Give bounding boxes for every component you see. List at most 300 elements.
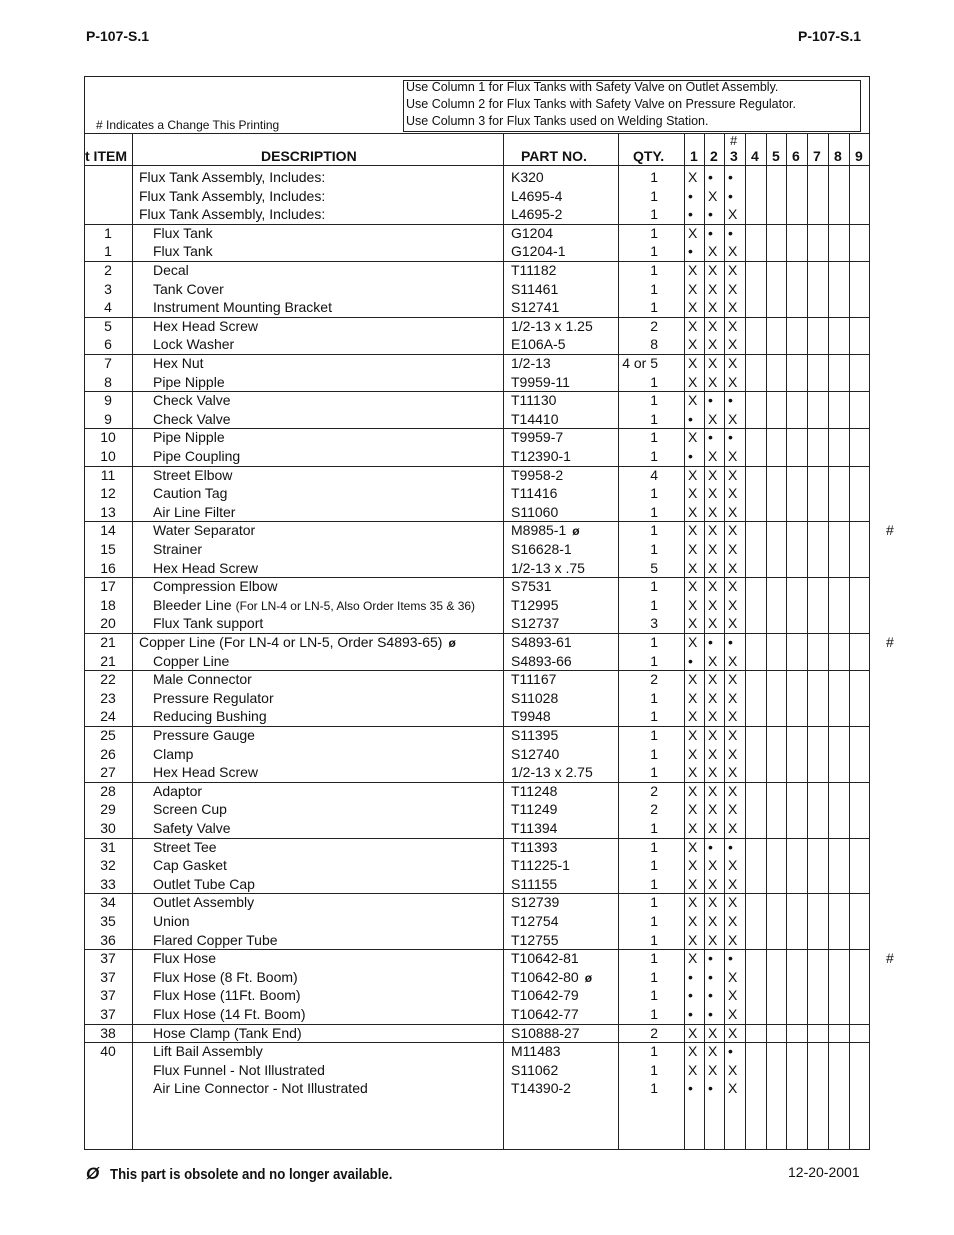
part-number-text: S7531 bbox=[511, 578, 552, 595]
quantity: 1 bbox=[650, 596, 658, 613]
description-text: Safety Valve bbox=[153, 820, 231, 836]
description-text: Decal bbox=[153, 262, 189, 278]
column-2-mark: X bbox=[708, 336, 718, 353]
column-1-mark: • bbox=[688, 448, 693, 464]
column-1-mark: X bbox=[688, 875, 698, 892]
quantity: 1 bbox=[650, 689, 658, 706]
part-number-text: T10642-81 bbox=[511, 950, 579, 967]
column-3-mark: X bbox=[728, 522, 738, 539]
column-1-mark: X bbox=[688, 392, 698, 409]
description-text: Check Valve bbox=[153, 410, 231, 427]
item-number: 21 bbox=[100, 652, 116, 669]
description-text: Flux Tank bbox=[153, 243, 213, 260]
item-number: 32 bbox=[100, 857, 116, 874]
column-2-mark: X bbox=[708, 857, 718, 874]
description-text: Clamp bbox=[153, 745, 194, 762]
header-col-3: 3 bbox=[730, 148, 738, 164]
description-text: Pipe Nipple bbox=[153, 429, 225, 446]
item-number: 13 bbox=[100, 503, 116, 520]
part-description bbox=[153, 560, 258, 576]
part-description bbox=[153, 262, 189, 278]
column-2-mark: X bbox=[708, 243, 718, 260]
col-sep-4 bbox=[745, 133, 746, 1150]
item-number: 5 bbox=[104, 317, 112, 334]
part-number-text: T11167 bbox=[511, 671, 557, 688]
column-3-mark: X bbox=[728, 708, 738, 725]
item-number: 27 bbox=[100, 764, 116, 781]
header-col-6: 6 bbox=[792, 148, 800, 164]
column-3-mark: X bbox=[728, 1080, 738, 1097]
page-code-right: P-107-S.1 bbox=[798, 28, 862, 44]
part-number bbox=[511, 392, 556, 408]
column-3-mark: • bbox=[728, 838, 733, 855]
quantity: 1 bbox=[650, 299, 658, 316]
column-3-mark: • bbox=[728, 634, 733, 650]
header-description: DESCRIPTION bbox=[261, 148, 357, 164]
part-description bbox=[153, 708, 267, 724]
quantity: 1 bbox=[650, 541, 658, 557]
part-number-text: G1204-1 bbox=[511, 243, 566, 260]
column-2-mark: X bbox=[708, 1061, 718, 1078]
column-3-mark: X bbox=[728, 894, 738, 911]
column-3-mark: X bbox=[728, 336, 738, 353]
part-number bbox=[511, 318, 593, 334]
header-col-2: 2 bbox=[710, 148, 718, 164]
column-2-mark: X bbox=[708, 801, 718, 818]
part-number-text: S11062 bbox=[511, 1061, 559, 1078]
part-description bbox=[153, 597, 475, 614]
column-1-mark: X bbox=[688, 262, 698, 278]
description-text: Hex Nut bbox=[153, 355, 204, 371]
column-note-2: Use Column 2 for Flux Tanks with Safety Valve on Pressure Regulator. bbox=[406, 97, 796, 111]
description-text: Pipe Coupling bbox=[153, 448, 241, 464]
column-1-mark: X bbox=[688, 745, 698, 762]
column-1-mark: X bbox=[688, 931, 698, 948]
quantity: 1 bbox=[650, 950, 658, 967]
table-top-border bbox=[84, 76, 870, 77]
part-number bbox=[511, 634, 572, 650]
quantity: 8 bbox=[650, 336, 658, 353]
part-description bbox=[139, 169, 325, 185]
description-text: Hex Head Screw bbox=[153, 559, 259, 576]
column-1-mark: X bbox=[688, 913, 698, 929]
part-number bbox=[511, 336, 565, 352]
quantity: 2 bbox=[650, 671, 658, 688]
column-2-mark: • bbox=[708, 1080, 713, 1097]
column-1-mark: X bbox=[688, 541, 698, 557]
table-bottom-border bbox=[84, 1149, 870, 1150]
part-number-text: S11461 bbox=[511, 280, 559, 297]
column-1-mark: X bbox=[688, 689, 698, 706]
description-text: Reducing Bushing bbox=[153, 708, 267, 725]
column-2-mark: X bbox=[708, 187, 718, 204]
description-text: Outlet Assembly bbox=[153, 894, 255, 911]
part-description bbox=[139, 206, 325, 222]
obsolete-symbol: Ø bbox=[86, 1164, 100, 1183]
column-1-mark: X bbox=[688, 485, 698, 502]
column-2-mark: X bbox=[708, 522, 718, 539]
quantity: 1 bbox=[650, 169, 658, 185]
part-number bbox=[511, 987, 579, 1003]
description-text: Caution Tag bbox=[153, 485, 228, 502]
column-1-mark: X bbox=[688, 429, 698, 446]
description-text: Hose Clamp (Tank End) bbox=[153, 1024, 302, 1041]
column-2-mark: X bbox=[708, 689, 718, 706]
part-number bbox=[511, 448, 571, 464]
column-3-mark: X bbox=[728, 1061, 738, 1078]
part-number bbox=[511, 801, 557, 817]
description-text: Cap Gasket bbox=[153, 857, 227, 874]
part-number bbox=[511, 225, 553, 241]
part-number-text: 1/2-13 x 2.75 bbox=[511, 764, 593, 781]
item-number: 15 bbox=[100, 541, 116, 557]
part-number-text: L4695-2 bbox=[511, 206, 563, 223]
column-1-mark: X bbox=[688, 764, 698, 781]
part-number-text: 1/2-13 x .75 bbox=[511, 559, 585, 576]
column-3-mark: X bbox=[728, 615, 738, 632]
column-3-mark: X bbox=[728, 801, 738, 818]
quantity: 1 bbox=[650, 987, 658, 1004]
part-description bbox=[153, 374, 225, 390]
column-1-mark: X bbox=[688, 727, 698, 743]
part-number-text: S4893-66 bbox=[511, 652, 572, 669]
column-3-mark: X bbox=[728, 317, 738, 334]
part-number-text: S12737 bbox=[511, 615, 560, 632]
column-3-mark: • bbox=[728, 169, 733, 185]
column-1-mark: • bbox=[688, 410, 693, 427]
item-number: 38 bbox=[100, 1024, 116, 1041]
column-1-mark: X bbox=[688, 857, 698, 874]
part-number-text: S16628-1 bbox=[511, 541, 572, 557]
part-number bbox=[511, 1080, 571, 1096]
part-description bbox=[153, 1062, 325, 1078]
part-number bbox=[511, 876, 557, 892]
quantity: 1 bbox=[650, 206, 658, 223]
obsolete-mark: ø bbox=[448, 636, 456, 650]
column-3-mark: X bbox=[728, 541, 738, 557]
column-2-mark: X bbox=[708, 820, 718, 836]
column-3-mark: X bbox=[728, 596, 738, 613]
part-number bbox=[511, 1006, 579, 1022]
column-1-mark: X bbox=[688, 1061, 698, 1078]
quantity: 1 bbox=[650, 280, 658, 297]
col-sep-5 bbox=[766, 133, 767, 1150]
column-3-mark: X bbox=[728, 448, 738, 464]
item-number: 37 bbox=[100, 968, 116, 985]
part-number bbox=[511, 727, 558, 743]
description-text: Compression Elbow bbox=[153, 578, 278, 595]
part-description bbox=[153, 801, 227, 817]
description-text: Instrument Mounting Bracket bbox=[153, 299, 332, 316]
column-2-mark: X bbox=[708, 931, 718, 948]
column-2-mark: • bbox=[708, 634, 713, 650]
quantity: 1 bbox=[650, 894, 658, 911]
column-2-mark: • bbox=[708, 838, 713, 855]
column-note-3: Use Column 3 for Flux Tanks used on Welding Station. bbox=[406, 114, 709, 128]
description-text: Pipe Nipple bbox=[153, 373, 225, 390]
part-number bbox=[511, 522, 580, 539]
quantity: 1 bbox=[650, 373, 658, 390]
part-description bbox=[153, 764, 258, 780]
item-number: 16 bbox=[100, 559, 116, 576]
quantity: 1 bbox=[650, 968, 658, 985]
column-2-mark: X bbox=[708, 894, 718, 911]
col-sep-qty bbox=[684, 133, 685, 1150]
column-2-mark: X bbox=[708, 1024, 718, 1041]
column-2-mark: • bbox=[708, 429, 713, 446]
column-2-mark: X bbox=[708, 727, 718, 743]
col-sep-6 bbox=[786, 133, 787, 1150]
item-number: 4 bbox=[104, 299, 112, 316]
column-2-mark: X bbox=[708, 1043, 718, 1060]
part-number bbox=[511, 764, 593, 780]
part-description bbox=[153, 1025, 302, 1041]
part-number bbox=[511, 950, 579, 966]
part-description bbox=[139, 188, 325, 204]
column-3-mark: X bbox=[728, 280, 738, 297]
header-col-4: 4 bbox=[751, 148, 759, 164]
item-number: 33 bbox=[100, 875, 116, 892]
quantity: 1 bbox=[650, 857, 658, 874]
item-number: 37 bbox=[100, 950, 116, 967]
item-number: 11 bbox=[100, 466, 116, 483]
item-number: 10 bbox=[100, 429, 116, 446]
quantity: 1 bbox=[650, 745, 658, 762]
part-number bbox=[511, 262, 556, 278]
column-1-mark: X bbox=[688, 169, 698, 185]
part-description bbox=[153, 578, 278, 594]
item-number: 34 bbox=[100, 894, 116, 911]
item-number: 9 bbox=[104, 410, 112, 427]
part-description bbox=[153, 485, 227, 501]
part-description bbox=[153, 839, 217, 855]
description-text: Union bbox=[153, 913, 190, 929]
part-number bbox=[511, 504, 558, 520]
part-number bbox=[511, 485, 557, 501]
part-description bbox=[153, 653, 229, 669]
column-1-mark: X bbox=[688, 299, 698, 316]
header-change-mark: # bbox=[730, 133, 738, 148]
item-number: 23 bbox=[100, 689, 116, 706]
description-text: Flux Hose (14 Ft. Boom) bbox=[153, 1006, 306, 1022]
quantity: 1 bbox=[650, 913, 658, 929]
part-number-text: S12739 bbox=[511, 894, 560, 911]
part-number-text: T14390-2 bbox=[511, 1080, 571, 1097]
quantity: 1 bbox=[650, 392, 658, 409]
col-sep-7 bbox=[807, 133, 808, 1150]
column-1-mark: X bbox=[688, 596, 698, 613]
column-3-mark: X bbox=[728, 466, 738, 483]
column-3-mark: X bbox=[728, 652, 738, 669]
column-1-mark: • bbox=[688, 187, 693, 204]
part-number bbox=[511, 1062, 558, 1078]
table-right-border bbox=[869, 76, 870, 1150]
header-part-no: PART NO. bbox=[521, 148, 587, 164]
item-number: 17 bbox=[100, 578, 116, 595]
column-header-separator bbox=[84, 165, 870, 166]
quantity: 1 bbox=[650, 727, 658, 743]
part-description bbox=[153, 392, 231, 408]
column-3-mark: X bbox=[728, 578, 738, 595]
change-mark: # bbox=[886, 634, 894, 650]
change-mark: # bbox=[886, 522, 894, 539]
quantity: 1 bbox=[650, 634, 658, 650]
column-3-mark: X bbox=[728, 206, 738, 223]
part-number-text: T11416 bbox=[511, 485, 558, 502]
column-2-mark: X bbox=[708, 466, 718, 483]
part-number-text: 1/2-13 bbox=[511, 355, 551, 371]
column-1-mark: X bbox=[688, 578, 698, 595]
part-number bbox=[511, 560, 585, 576]
column-3-mark: X bbox=[728, 355, 738, 371]
item-number: 2 bbox=[104, 262, 112, 278]
quantity: 1 bbox=[650, 262, 658, 278]
quantity: 1 bbox=[650, 1006, 658, 1022]
description-text: Water Separator bbox=[153, 522, 256, 539]
column-3-mark: • bbox=[728, 392, 733, 409]
column-3-mark: X bbox=[728, 262, 738, 278]
item-number: 1 bbox=[104, 224, 112, 241]
column-3-mark: X bbox=[728, 782, 738, 799]
description-text: Lift Bail Assembly bbox=[153, 1043, 263, 1060]
part-number-text: T11249 bbox=[511, 801, 558, 818]
part-number-text: T9959-7 bbox=[511, 429, 564, 446]
part-number bbox=[511, 578, 551, 594]
item-number: 40 bbox=[100, 1043, 116, 1060]
obsolete-mark: ø bbox=[584, 970, 593, 985]
part-description bbox=[153, 783, 202, 799]
column-1-mark: X bbox=[688, 466, 698, 483]
header-col-5: 5 bbox=[772, 148, 780, 164]
row-group-separator bbox=[84, 261, 870, 262]
column-1-mark: • bbox=[688, 652, 693, 669]
column-3-mark: X bbox=[728, 931, 738, 948]
column-2-mark: X bbox=[708, 373, 718, 390]
item-number: 18 bbox=[100, 596, 116, 613]
description-text: Strainer bbox=[153, 541, 203, 557]
part-description bbox=[153, 857, 227, 873]
column-1-mark: X bbox=[688, 708, 698, 725]
column-1-mark: X bbox=[688, 503, 698, 520]
part-number bbox=[511, 746, 559, 762]
part-number bbox=[511, 188, 562, 204]
column-3-mark: X bbox=[728, 764, 738, 781]
part-description bbox=[153, 225, 213, 241]
part-number-text: S12740 bbox=[511, 745, 560, 762]
page-code-left: P-107-S.1 bbox=[86, 28, 150, 44]
item-number: 10 bbox=[100, 448, 116, 464]
column-2-mark: • bbox=[708, 392, 713, 409]
header-col-1: 1 bbox=[690, 148, 698, 164]
column-1-mark: X bbox=[688, 615, 698, 632]
item-number: 37 bbox=[100, 1006, 116, 1022]
column-2-mark: X bbox=[708, 913, 718, 929]
part-number-text: T9959-11 bbox=[511, 373, 570, 390]
column-3-mark: X bbox=[728, 820, 738, 836]
part-number-text: S11060 bbox=[511, 503, 559, 520]
description-text: Pressure Regulator bbox=[153, 689, 274, 706]
item-number: 14 bbox=[100, 522, 116, 539]
column-3-mark: X bbox=[728, 671, 738, 688]
part-number bbox=[511, 467, 563, 483]
column-3-mark: X bbox=[728, 485, 738, 502]
column-1-mark: X bbox=[688, 1024, 698, 1041]
item-number: 6 bbox=[104, 336, 112, 353]
part-description bbox=[153, 746, 193, 762]
part-number-text: T14410 bbox=[511, 410, 559, 427]
part-number bbox=[511, 1043, 561, 1059]
part-description bbox=[153, 671, 252, 687]
part-description bbox=[153, 336, 234, 352]
part-description bbox=[153, 913, 190, 929]
part-number bbox=[511, 355, 551, 371]
column-1-mark: X bbox=[688, 1043, 698, 1060]
obsolete-mark: ø bbox=[572, 524, 580, 539]
column-3-mark: X bbox=[728, 559, 738, 576]
change-mark: # bbox=[886, 950, 894, 967]
part-number-text: S11155 bbox=[511, 875, 558, 892]
part-number bbox=[511, 839, 557, 855]
part-number-text: M8985-1 bbox=[511, 522, 567, 539]
part-number-text: S10888-27 bbox=[511, 1024, 580, 1041]
part-number bbox=[511, 281, 558, 297]
column-2-mark: X bbox=[708, 280, 718, 297]
quantity: 1 bbox=[650, 1080, 658, 1097]
part-number-text: 1/2-13 x 1.25 bbox=[511, 317, 593, 334]
part-description bbox=[153, 541, 202, 557]
description-text: Flux Tank Assembly, Includes: bbox=[139, 187, 326, 204]
part-description bbox=[153, 504, 235, 520]
column-3-mark: • bbox=[728, 429, 733, 446]
quantity: 1 bbox=[650, 187, 658, 204]
part-number-text: T10642-79 bbox=[511, 987, 579, 1004]
part-number bbox=[511, 429, 563, 445]
quantity: 1 bbox=[650, 1043, 658, 1060]
column-2-mark: X bbox=[708, 262, 718, 278]
part-number-text: T9948 bbox=[511, 708, 551, 725]
column-1-mark: X bbox=[688, 317, 698, 334]
column-3-mark: • bbox=[728, 187, 733, 204]
quantity: 1 bbox=[650, 224, 658, 241]
column-3-mark: X bbox=[728, 727, 738, 743]
header-qty: QTY. bbox=[633, 148, 665, 164]
part-number bbox=[511, 932, 558, 948]
quantity: 4 bbox=[650, 466, 658, 483]
quantity: 4 or 5 bbox=[622, 355, 658, 371]
quantity: 1 bbox=[650, 764, 658, 781]
part-number-text: T11394 bbox=[511, 820, 558, 836]
quantity: 2 bbox=[650, 1024, 658, 1041]
part-description bbox=[153, 820, 231, 836]
column-3-mark: X bbox=[728, 745, 738, 762]
part-description bbox=[153, 522, 255, 538]
obsolete-note: This part is obsolete and no longer available. bbox=[110, 1166, 393, 1183]
description-text: Screen Cup bbox=[153, 801, 227, 818]
part-number-text: T11130 bbox=[511, 392, 557, 409]
description-text: Copper Line bbox=[153, 652, 230, 669]
part-number bbox=[511, 783, 557, 799]
column-2-mark: • bbox=[708, 968, 713, 985]
part-number-text: K320 bbox=[511, 169, 544, 185]
column-3-mark: • bbox=[728, 950, 733, 967]
item-number: 37 bbox=[100, 987, 116, 1004]
column-1-mark: X bbox=[688, 671, 698, 688]
description-text: Flux Hose (11Ft. Boom) bbox=[153, 987, 301, 1004]
part-description bbox=[153, 1006, 306, 1022]
part-number-text: T11393 bbox=[511, 838, 558, 855]
column-2-mark: X bbox=[708, 875, 718, 892]
col-sep-9 bbox=[849, 133, 850, 1150]
